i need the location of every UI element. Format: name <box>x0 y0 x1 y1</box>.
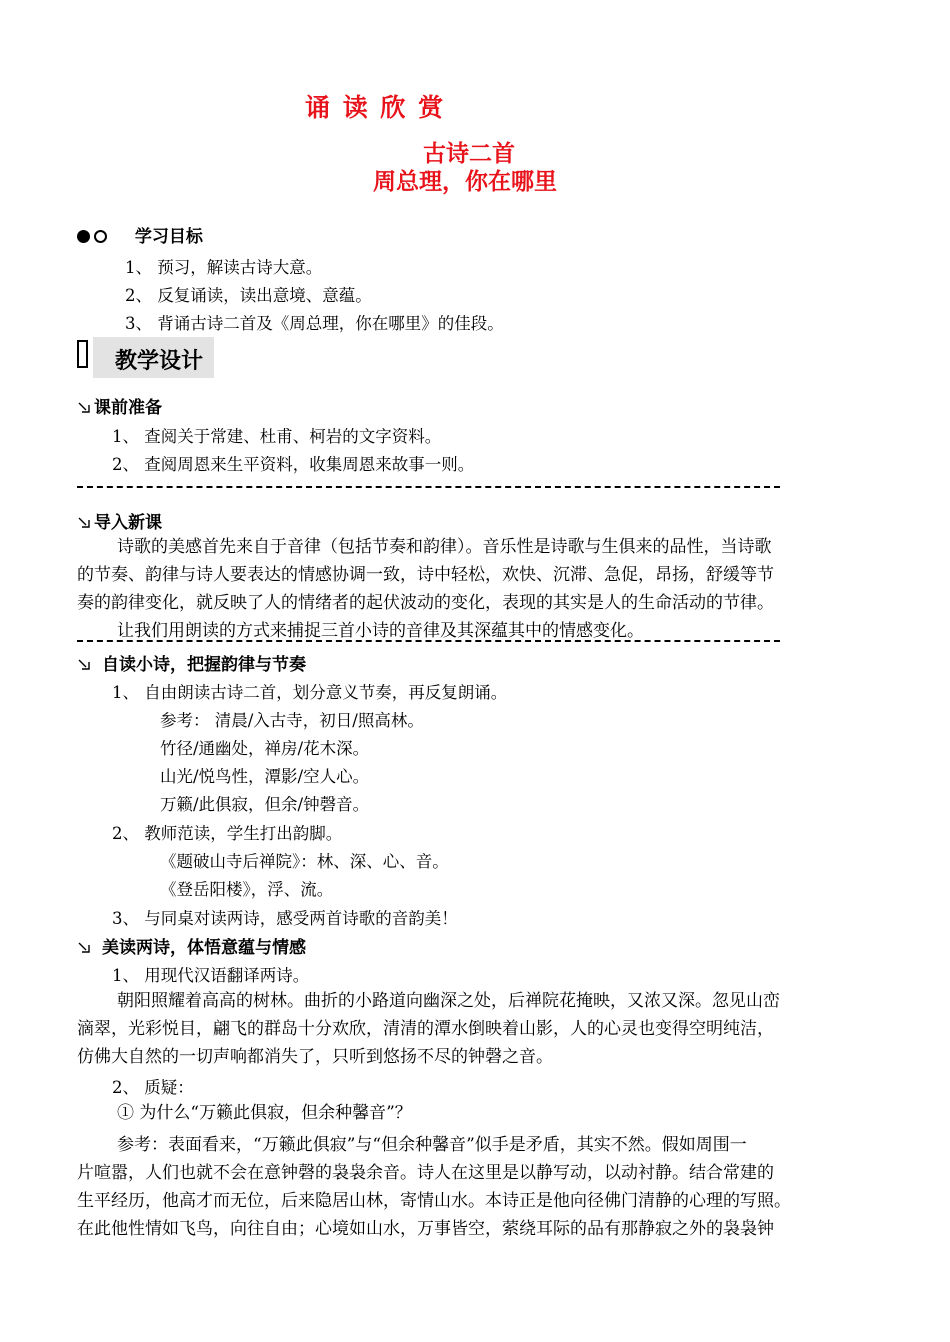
pencil-arrow-icon <box>77 657 92 672</box>
intro-line: 诗歌的美感首先来自于音律（包括节奏和韵律）。音乐性是诗歌与生俱来的品性，当诗歌 <box>117 537 772 557</box>
intro-heading-row <box>77 508 162 533</box>
answer-line: 参考：表面看来，“万籁此俱寂”与“但余种馨音”似手是矛盾，其实不然。假如周围一 <box>117 1135 747 1155</box>
answer-line: 生平经历，他高才而无位，后来隐居山林，寄情山水。本诗正是他向径佛门清静的心理的写照。 <box>77 1191 791 1211</box>
objective-item: 2、 反复诵读，读出意境、意蕴。 <box>125 286 372 305</box>
intro-line: 让我们用朗读的方式来捕捉三首小诗的音律及其深蕴其中的情感变化。 <box>117 621 644 641</box>
answer-line: 在此他性情如飞鸟，向往自由；心境如山水，万事皆空，萦绕耳际的品有那静寂之外的袅袅钟 <box>77 1219 774 1239</box>
rhyme-line: 《题破山寺后禅院》：林、深、心、音。 <box>160 852 449 871</box>
page-title: 诵 读 欣 赏 <box>305 93 446 122</box>
self-read-heading: 自读小诗，把握韵律与节奏 <box>102 655 306 675</box>
appreciate-heading-row <box>77 933 306 958</box>
design-heading: 教学设计 <box>115 349 204 374</box>
prep-heading: 课前准备 <box>94 398 162 418</box>
appreciate-item: 1、 用现代汉语翻译两诗。 <box>112 966 310 985</box>
intro-heading: 导入新课 <box>94 513 162 533</box>
dashed-divider <box>77 640 780 642</box>
self-read-item: 3、 与同桌对读两诗，感受两首诗歌的音韵美！ <box>112 909 458 928</box>
appreciate-heading: 美读两诗，体悟意蕴与情感 <box>102 938 306 958</box>
rhythm-line: 山光/悦鸟性，潭影/空人心。 <box>160 767 370 786</box>
objective-item: 3、 背诵古诗二首及《周总理，你在哪里》的佳段。 <box>125 314 504 333</box>
self-read-item: 1、 自由朗读古诗二首，划分意义节奏，再反复朗诵。 <box>112 683 508 702</box>
prep-item: 2、 查阅周恩来生平资料，收集周恩来故事一则。 <box>112 455 475 474</box>
rhythm-line: 竹径/通幽处，禅房/花木深。 <box>160 739 370 758</box>
translation-line: 朝阳照耀着高高的树林。曲折的小路道向幽深之处，后禅院花掩映，又浓又深。忽见山峦 <box>117 991 780 1011</box>
subtitle-zhou: 周总理，你在哪里 <box>373 168 557 195</box>
filled-circle-icon <box>77 230 90 243</box>
objectives-heading: 学习目标 <box>134 227 203 247</box>
prep-item: 1、 查阅关于常建、杜甫、柯岩的文字资料。 <box>112 427 442 446</box>
self-read-item: 2、 教师范读，学生打出韵脚。 <box>112 824 343 843</box>
translation-line: 滴翠，光彩悦目，翩飞的群岛十分欢欣，清清的潭水倒映着山影，人的心灵也变得空明纯洁， <box>77 1019 774 1039</box>
answer-line: 片喧嚣，人们也就不会在意钟磬的袅袅余音。诗人在这里是以静写动，以动衬静。结合常建的 <box>77 1163 774 1183</box>
question-line: ① 为什么“万籁此俱寂，但余种馨音”？ <box>117 1103 412 1123</box>
translation-line: 仿佛大自然的一切声响都消失了，只听到悠扬不尽的钟磬之音。 <box>77 1047 553 1067</box>
intro-line: 奏的韵律变化，就反映了人的情绪者的起伏波动的变化，表现的其实是人的生命活动的节律。 <box>77 593 774 613</box>
intro-line: 的节奏、韵律与诗人要表达的情感协调一致，诗中轻松，欢快、沉滞、急促，昂扬，舒缓等节 <box>77 565 774 585</box>
dashed-divider <box>77 486 780 488</box>
rhyme-line: 《登岳阳楼》，浮、流。 <box>160 880 334 899</box>
rhythm-line: 参考： 清晨/入古寺，初日/照高林。 <box>160 711 424 730</box>
objectives-heading-row <box>77 222 203 247</box>
self-read-heading-row <box>77 650 306 675</box>
box-glyph-icon <box>77 340 88 368</box>
prep-heading-row <box>77 393 162 418</box>
appreciate-item: 2、 质疑： <box>112 1078 194 1097</box>
subtitle-poems: 古诗二首 <box>423 140 515 167</box>
pencil-arrow-icon <box>77 940 92 955</box>
pencil-arrow-icon <box>77 515 92 530</box>
hollow-circle-icon <box>94 230 107 243</box>
rhythm-line: 万籁/此俱寂，但余/钟磬音。 <box>160 795 370 814</box>
objective-item: 1、 预习，解读古诗大意。 <box>125 258 323 277</box>
pencil-arrow-icon <box>77 400 92 415</box>
